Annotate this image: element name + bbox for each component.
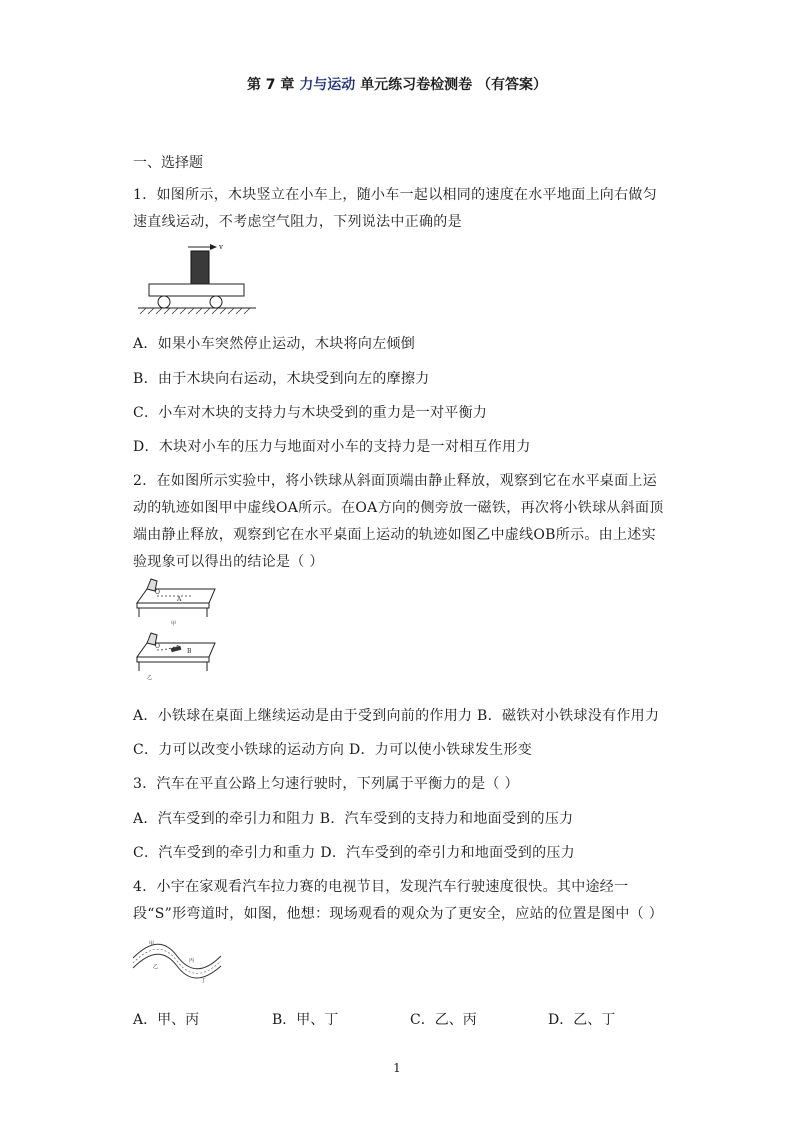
section-heading: 一、选择题	[133, 155, 203, 171]
title-prefix: 第 7 章	[246, 77, 295, 93]
question-3-option-cd: C．汽车受到的牵引力和重力 D．汽车受到的牵引力和地面受到的压力	[133, 845, 575, 861]
title-suffix: 单元练习卷检测卷 （有答案）	[360, 77, 548, 93]
question-3-stem: 3．汽车在平直公路上匀速行驶时，下列属于平衡力的是（ ）	[133, 776, 519, 792]
fig-yi-label-b: B	[187, 648, 192, 655]
fig-yi-caption: 乙	[147, 675, 153, 681]
question-4-option-a: A．甲、丙	[133, 1012, 200, 1028]
question-4-figure	[131, 938, 223, 984]
velocity-label: v	[219, 243, 223, 251]
question-4-stem: 4．小宇在家观看汽车拉力赛的电视节目，发现汽车行驶速度很快。其中途经一段“S”形弯道时，如图，他想：现场观看的观众为了更安全，应站的位置是图中（ ）	[133, 879, 664, 922]
position-jia: 甲	[149, 941, 155, 947]
fig-jia-label-o: O	[155, 589, 160, 596]
question-1-option-c: C．小车对木块的支持力与木块受到的重力是一对平衡力	[133, 405, 488, 421]
question-2-option-cd: C．力可以改变小铁球的运动方向 D．力可以使小铁球发生形变	[133, 742, 533, 758]
position-bing: 丙	[189, 958, 195, 964]
question-4-option-c: C．乙、丙	[410, 1012, 477, 1028]
question-2-figure	[133, 575, 223, 687]
question-3-option-ab: A．汽车受到的牵引力和阻力 B．汽车受到的支持力和地面受到的压力	[133, 811, 574, 827]
page-title	[0, 74, 794, 94]
position-ding: 丁	[201, 978, 207, 984]
question-1-option-b: B．由于木块向右运动，木块受到向左的摩擦力	[133, 371, 430, 387]
question-1-option-d: D．木块对小车的压力与地面对小车的支持力是一对相互作用力	[133, 439, 531, 455]
page-number: 1	[393, 1061, 401, 1075]
question-4-option-d: D．乙、丁	[548, 1012, 616, 1028]
fig-jia-caption: 甲	[171, 621, 177, 627]
title-topic: 力与运动	[299, 77, 356, 93]
question-2-option-ab: A．小铁球在桌面上继续运动是由于受到向前的作用力 B．磁铁对小铁球没有作用力	[133, 708, 660, 724]
fig-yi-label-o: O	[155, 643, 160, 650]
question-1-figure	[138, 240, 258, 322]
fig-jia-label-a: A	[177, 596, 182, 603]
question-1-option-a: A．如果小车突然停止运动，木块将向左倾倒	[133, 336, 416, 352]
position-yi: 乙	[153, 964, 159, 970]
question-4-option-b: B．甲、丁	[272, 1012, 339, 1028]
question-1-stem: 1．如图所示，木块竖立在小车上，随小车一起以相同的速度在水平地面上向右做匀速直线运动，不考虑空气阻力，下列说法中正确的是	[133, 187, 658, 230]
question-2-stem: 2．在如图所示实验中，将小铁球从斜面顶端由静止释放，观察到它在水平桌面上运动的轨迹如图甲中虚线OA所示。在OA方向的侧旁放一磁铁，再次将小铁球从斜面顶端由静止释放，观察到它在水平桌面上运动的轨迹如图乙中虚线OB所示。由上述实验现象可以得出的结论是（ ）	[133, 473, 664, 570]
